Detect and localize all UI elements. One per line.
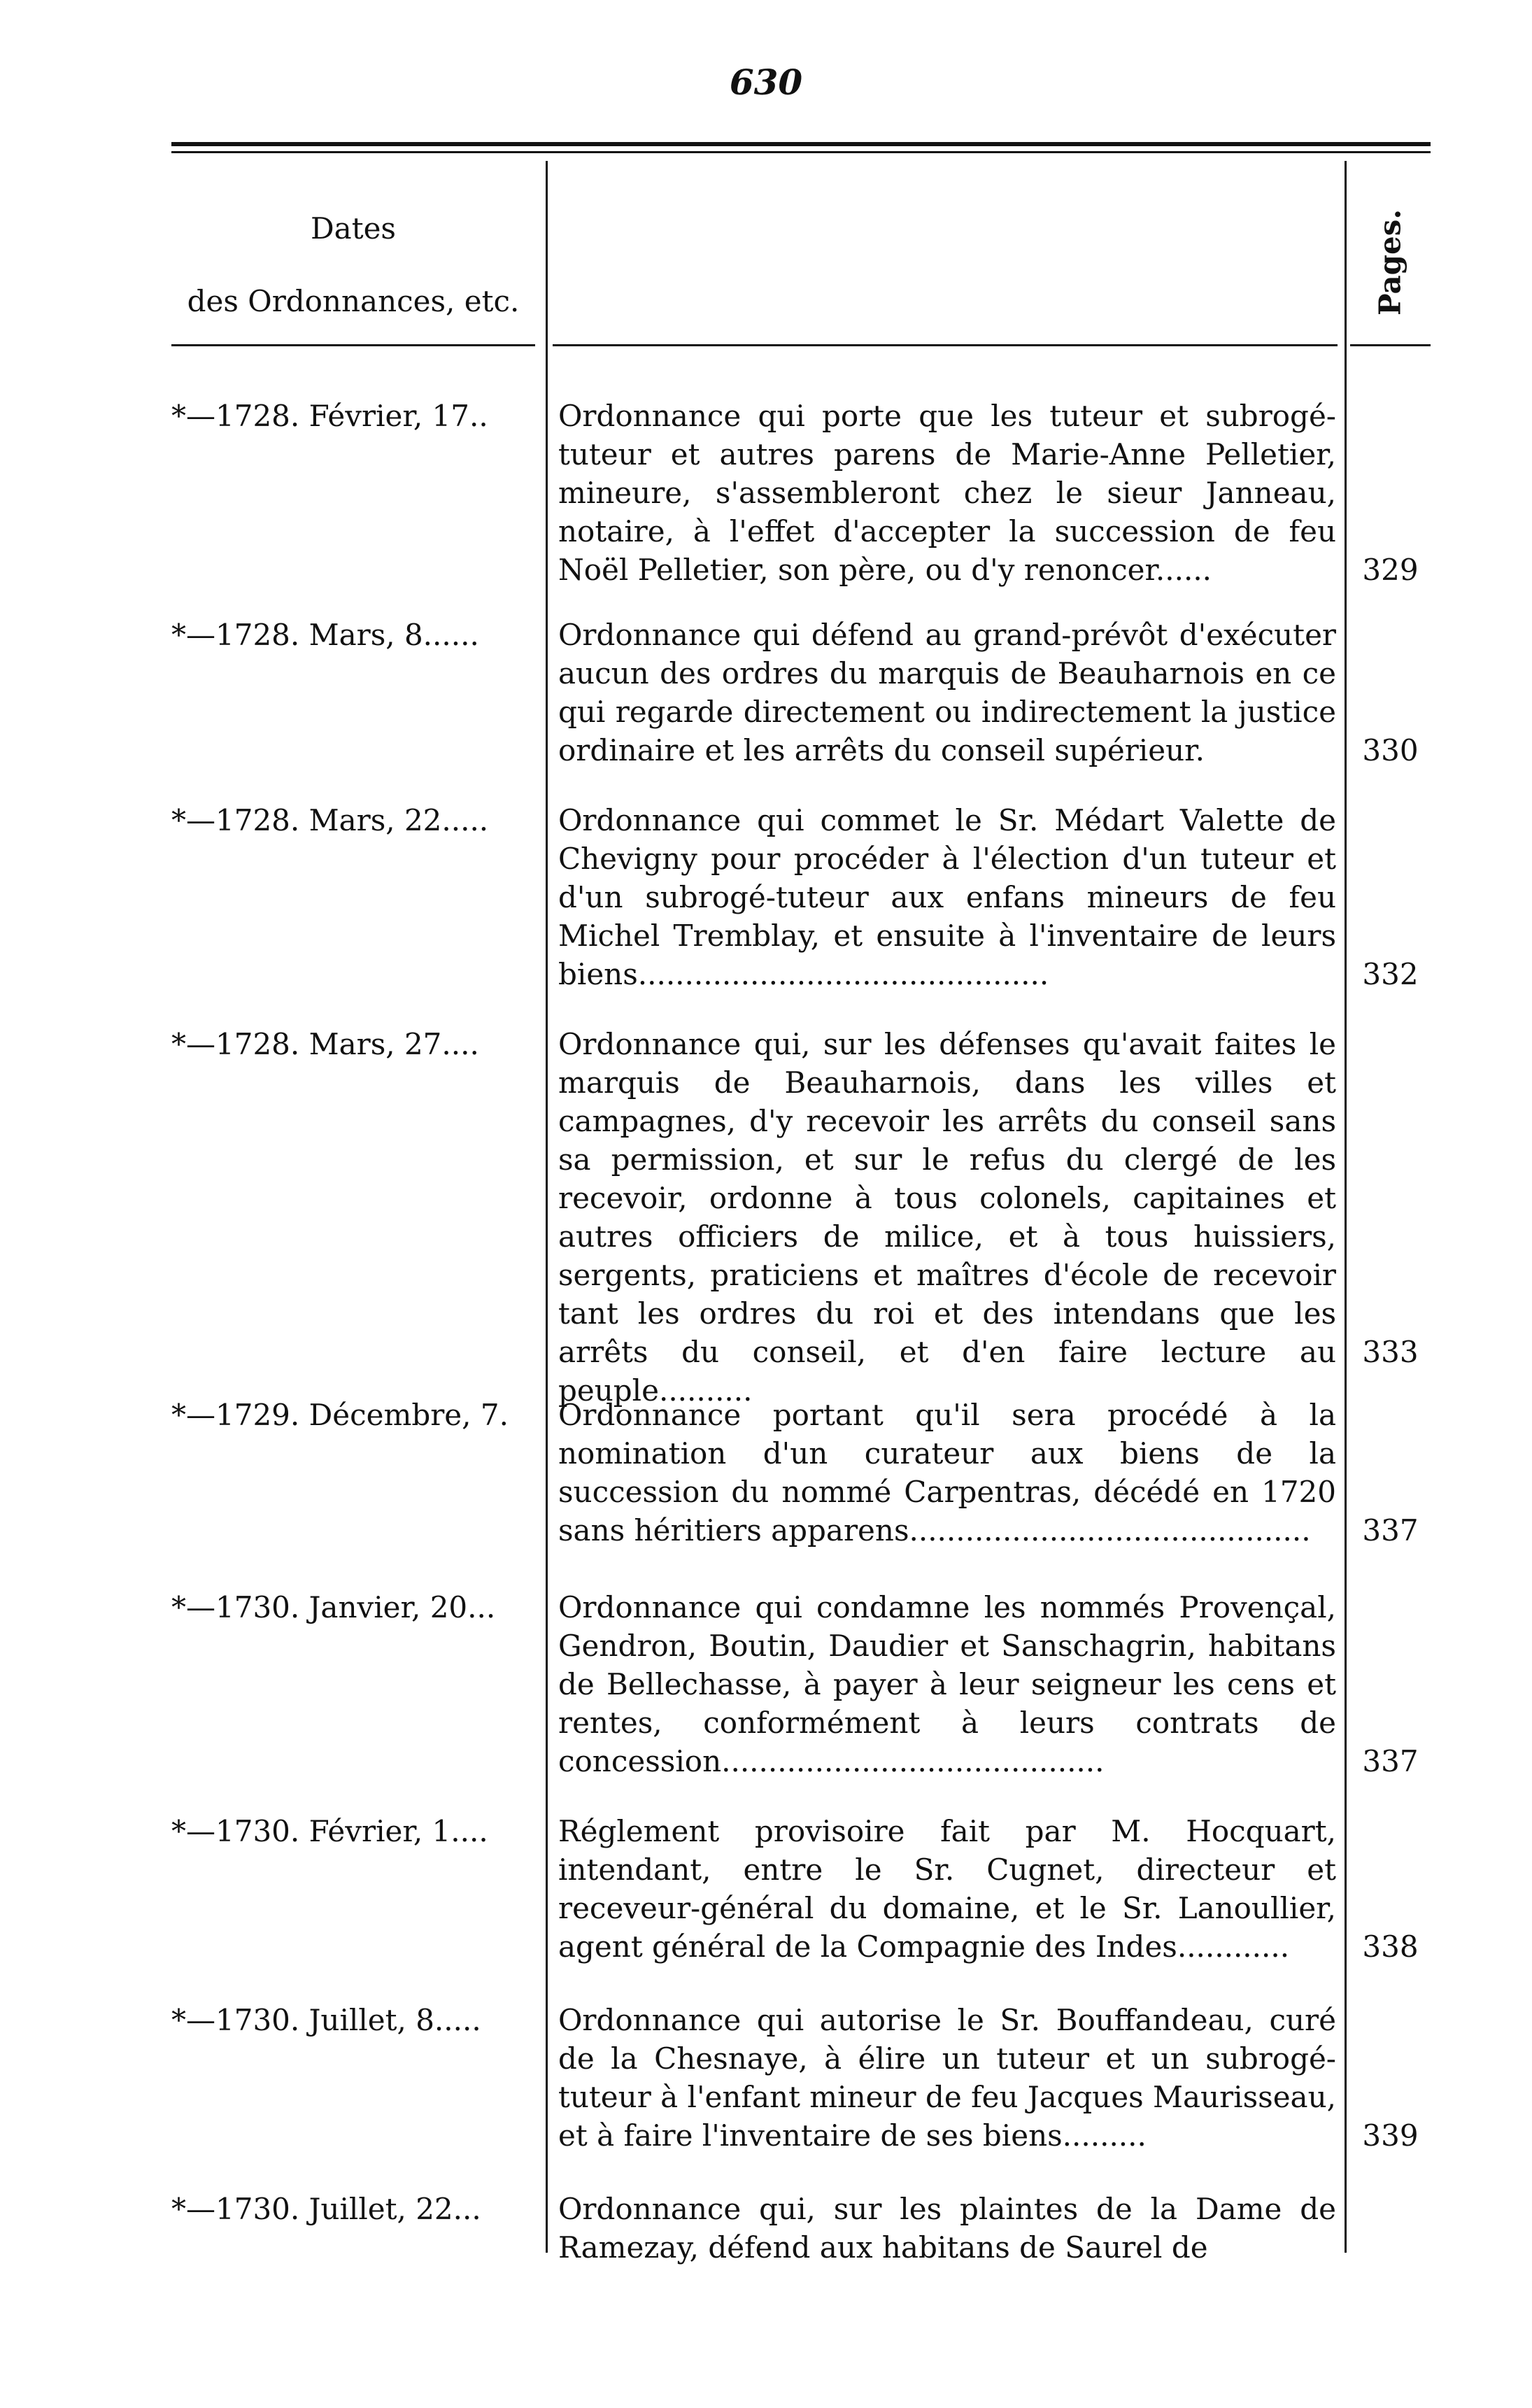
column-header-dates xyxy=(171,192,535,338)
column-header-pages-label: Pages. xyxy=(1373,208,1407,316)
header-rule-thick xyxy=(171,142,1431,146)
page-number: 630 xyxy=(729,62,803,103)
entry-date: *—1728. Février, 17.. xyxy=(171,399,488,433)
entry-date: *—1728. Mars, 22..... xyxy=(171,803,489,837)
entry-text: Ordonnance qui autorise le Sr. Bouffandeau, curé de la Chesnaye, à élire un tuteur et un subrogé-tuteur à l'enfant mineur de feu Jacques Maurisseau, et à faire l'inventaire de ses biens......... xyxy=(558,2003,1336,2153)
entry-text: Ordonnance qui condamne les nommés Provençal, Gendron, Boutin, Daudier et Sanschagrin, habitans de Bellechasse, à payer à leur seigneur les cens et rentes, conformément à leurs contrats de concession......................................... xyxy=(558,1590,1336,1778)
column-header-dates-line2: des Ordonnances, etc. xyxy=(187,284,520,318)
entry-text: Ordonnance qui défend au grand-prévôt d'exécuter aucun des ordres du marquis de Beauharnois en ce qui regarde directement ou indirectement la justice ordinaire et les arrêts du conseil supérieur. xyxy=(558,618,1336,767)
entry-date: *—1728. Mars, 27.... xyxy=(171,1027,479,1061)
entry-page: 330 xyxy=(1362,733,1419,767)
entry-text: Ordonnance qui commet le Sr. Médart Valette de Chevigny pour procéder à l'élection d'un tuteur et d'un subrogé-tuteur aux enfans mineurs de feu Michel Tremblay, et ensuite à l'inventaire de leurs biens............................................ xyxy=(558,803,1336,991)
entry-text: Ordonnance qui, sur les défenses qu'avait faites le marquis de Beauharnois, dans les villes et campagnes, d'y recevoir les arrêts du conseil sans sa permission, et sur le refus du clergé de les recevoir, ordonne à tous colonels, capitaines et autres officiers de milice, et à tous huissiers, sergents, praticiens et maîtres d'école de recevoir tant les ordres du roi et des intendans que les arrêts du conseil, et d'en faire lecture au peuple.......... xyxy=(558,1027,1336,1408)
entry-page: 332 xyxy=(1362,957,1419,991)
entry-page: 329 xyxy=(1362,553,1419,587)
column-divider-left xyxy=(546,161,548,2253)
entry-text: Ordonnance qui porte que les tuteur et subrogé-tuteur et autres parens de Marie-Anne Pelletier, mineure, s'assembleront chez le sieur Janneau, notaire, à l'effet d'accepter la succession de feu Noël Pelletier, son père, ou d'y renoncer...... xyxy=(558,399,1336,587)
column-header-dates-line1: Dates xyxy=(310,211,396,246)
entry-date: *—1730. Janvier, 20... xyxy=(171,1590,496,1624)
header-underline-pages xyxy=(1350,344,1431,346)
header-underline-middle xyxy=(553,344,1338,346)
entry-text: Ordonnance portant qu'il sera procédé à la nomination d'un curateur aux biens de la succession du nommé Carpentras, décédé en 1720 sans héritiers apparens........................................... xyxy=(558,1398,1336,1548)
entry-date: *—1730. Juillet, 8..... xyxy=(171,2003,481,2037)
entry-page: 333 xyxy=(1362,1335,1419,1369)
entry-page: 337 xyxy=(1362,1513,1419,1548)
column-divider-right xyxy=(1345,161,1347,2253)
entry-text: Ordonnance qui, sur les plaintes de la Dame de Ramezay, défend aux habitans de Saurel de xyxy=(558,2192,1336,2265)
header-rule-thin xyxy=(171,151,1431,153)
entry-text: Réglement provisoire fait par M. Hocquart, intendant, entre le Sr. Cugnet, directeur et receveur-général du domaine, et le Sr. Lanoullier, agent général de la Compagnie des Indes............ xyxy=(558,1814,1336,1964)
entry-date: *—1728. Mars, 8...... xyxy=(171,618,479,652)
entry-date: *—1730. Juillet, 22... xyxy=(171,2192,481,2226)
entry-date: *—1730. Février, 1.... xyxy=(171,1814,488,1848)
column-header-pages xyxy=(1352,210,1428,315)
entry-page: 339 xyxy=(1362,2118,1419,2153)
entry-page: 338 xyxy=(1362,1929,1419,1964)
entry-date: *—1729. Décembre, 7. xyxy=(171,1398,509,1432)
header-underline-dates xyxy=(171,344,535,346)
entry-page: 337 xyxy=(1362,1744,1419,1778)
